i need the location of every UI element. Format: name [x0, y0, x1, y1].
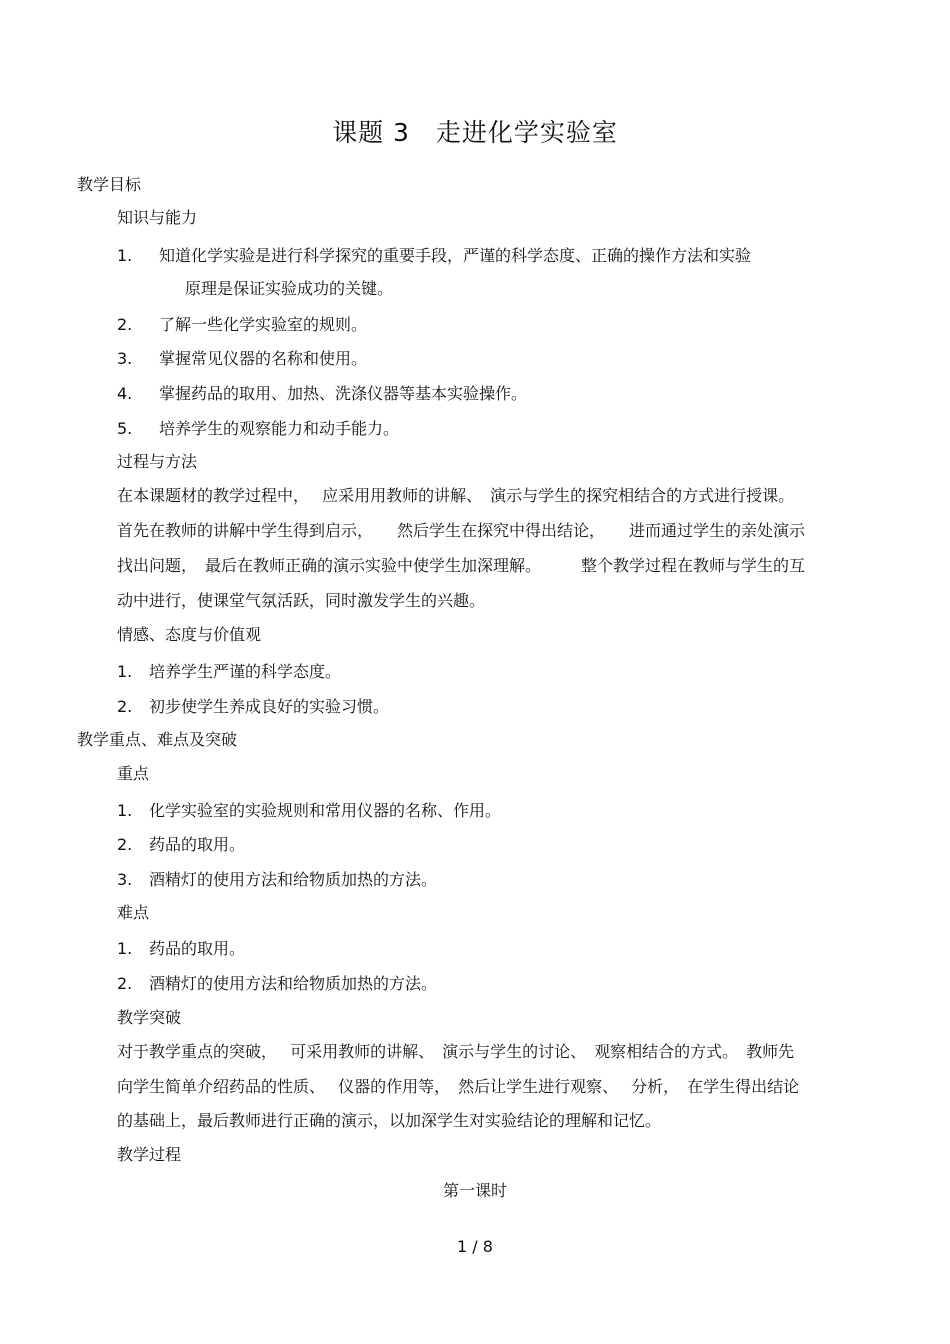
paragraph-line: 首先在教师的讲解中学生得到启示， 然后学生在探究中得出结论， 进而通过学生的亲处演示 [117, 521, 806, 540]
subheading-key: 重点 [117, 764, 150, 783]
list-item-text: 掌握药品的取用、加热、洗涤仪器等基本实验操作。 [159, 384, 528, 403]
list-number: 1. [117, 939, 133, 958]
subheading-process: 过程与方法 [117, 452, 198, 471]
list-item-text-continued: 原理是保证实验成功的关键。 [185, 279, 394, 298]
list-number: 1. [117, 801, 133, 820]
list-item-text: 了解一些化学实验室的规则。 [159, 315, 368, 334]
lesson-heading: 第一课时 [442, 1181, 507, 1200]
paragraph-line: 找出问题， 最后在教师正确的演示实验中使学生加深理解。 整个教学过程在教师与学生的互 [117, 556, 806, 575]
list-item-text: 药品的取用。 [149, 939, 246, 958]
paragraph-line: 的基础上，最后教师进行正确的演示，以加深学生对实验结论的理解和记忆。 [117, 1111, 662, 1130]
list-item-text: 药品的取用。 [149, 835, 246, 854]
paragraph-line: 对于教学重点的突破， 可采用教师的讲解、 演示与学生的讨论、 观察相结合的方式。 教师先 [117, 1042, 795, 1061]
list-number: 1. [117, 662, 133, 681]
list-item-text: 酒精灯的使用方法和给物质加热的方法。 [149, 870, 438, 889]
list-number: 5. [117, 419, 133, 438]
section-heading-keypoints: 教学重点、难点及突破 [77, 730, 238, 749]
list-item-text: 培养学生的观察能力和动手能力。 [159, 419, 400, 438]
list-number: 3. [117, 870, 133, 889]
list-item-text: 掌握常见仪器的名称和使用。 [159, 349, 368, 368]
list-item-text: 酒精灯的使用方法和给物质加热的方法。 [149, 974, 438, 993]
list-item-text: 培养学生严谨的科学态度。 [149, 662, 342, 681]
list-item-text: 知道化学实验是进行科学探究的重要手段，严谨的科学态度、正确的操作方法和实验 [159, 246, 752, 265]
list-number: 2. [117, 315, 133, 334]
subheading-difficult: 难点 [117, 903, 150, 922]
list-number: 2. [117, 835, 133, 854]
list-number: 1. [117, 246, 133, 265]
list-number: 2. [117, 974, 133, 993]
page-title: 课题 3 走进化学实验室 [332, 118, 618, 147]
subheading-teaching-process: 教学过程 [117, 1145, 182, 1164]
subheading-knowledge: 知识与能力 [117, 208, 198, 227]
subheading-attitude: 情感、态度与价值观 [117, 625, 262, 644]
paragraph-line: 动中进行，使课堂气氛活跃，同时激发学生的兴趣。 [117, 591, 486, 610]
page-number: 1 / 8 [457, 1237, 493, 1256]
paragraph-line: 在本课题材的教学过程中， 应采用用教师的讲解、 演示与学生的探究相结合的方式进行授课。 [117, 486, 795, 505]
list-item-text: 初步使学生养成良好的实验习惯。 [149, 697, 390, 716]
list-item-text: 化学实验室的实验规则和常用仪器的名称、作用。 [149, 801, 502, 820]
list-number: 2. [117, 697, 133, 716]
section-heading-goals: 教学目标 [77, 175, 142, 194]
list-number: 4. [117, 384, 133, 403]
list-number: 3. [117, 349, 133, 368]
paragraph-line: 向学生简单介绍药品的性质、 仪器的作用等， 然后让学生进行观察、 分析， 在学生得出结论 [117, 1077, 800, 1096]
subheading-breakthrough: 教学突破 [117, 1008, 182, 1027]
